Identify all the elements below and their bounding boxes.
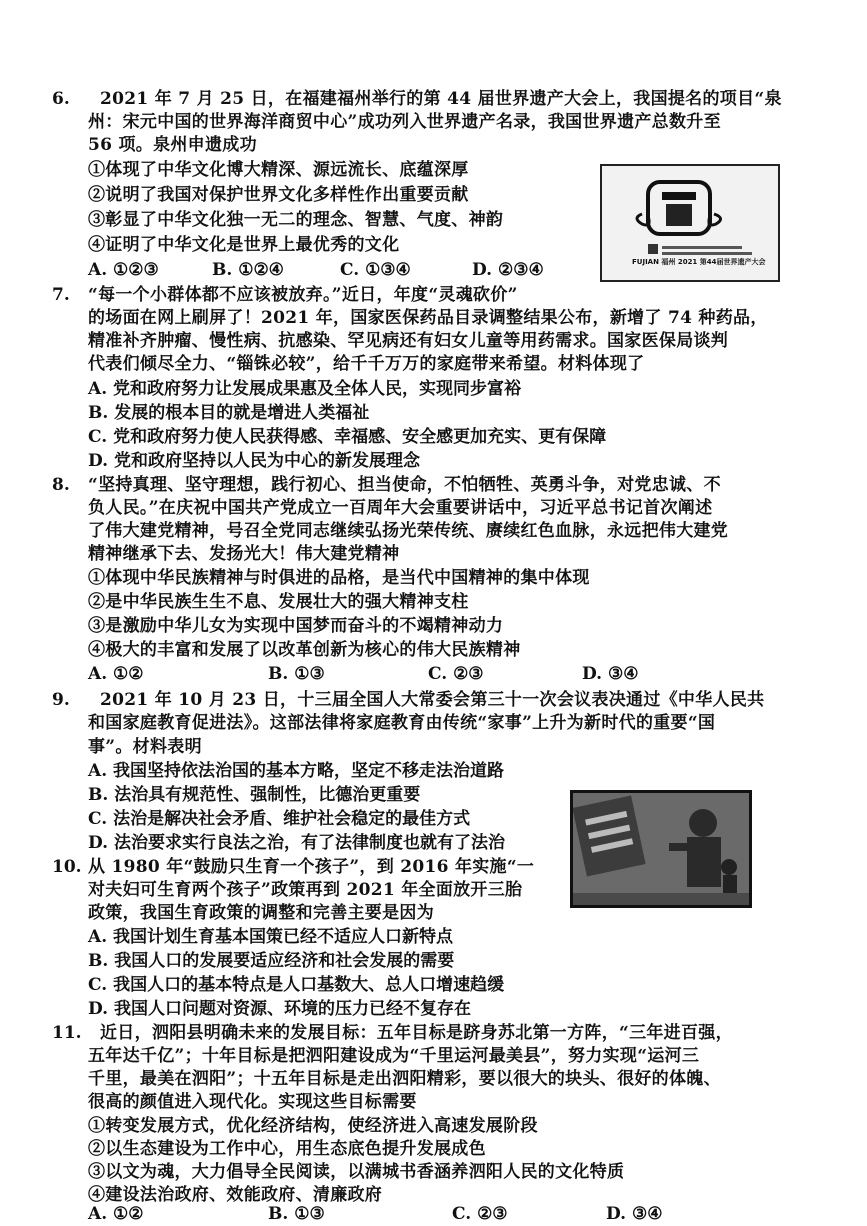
question-number: 9. <box>52 690 70 710</box>
statement: ①转变发展方式，优化经济结构，使经济进入高速发展阶段 <box>88 1116 538 1136</box>
question-stem-line: 精准补齐肿瘤、慢性病、抗感染、罕见病还有妇女儿童等用药需求。国家医保局谈判 <box>88 331 729 351</box>
option-d: D. ③④ <box>606 1204 663 1224</box>
statement: ④极大的丰富和发展了以改革创新为核心的伟大民族精神 <box>88 640 521 660</box>
option-a: A. ①②③ <box>88 260 159 280</box>
question-stem-line: 五年达千亿”；十年目标是把泗阳建设成为“千里运河最美县”，努力实现“运河三 <box>88 1046 700 1066</box>
question-number: 8. <box>52 475 70 495</box>
option-a: A. ①② <box>88 664 144 684</box>
option-c: C. ②③ <box>428 664 484 684</box>
option-d: D. 法治要求实行良法之治，有了法律制度也就有了法治 <box>88 833 505 853</box>
statement: ④建设法治政府、效能政府、清廉政府 <box>88 1185 383 1205</box>
question-number: 11. <box>52 1023 82 1043</box>
option-c: C. 党和政府努力使人民获得感、幸福感、安全感更加充实、更有保障 <box>88 427 607 447</box>
question-stem-line: 代表们倾尽全力、“锱铢必较”，给千千万万的家庭带来希望。材料体现了 <box>88 354 645 374</box>
option-d: D. ②③④ <box>472 260 544 280</box>
question-stem-line: 2021 年 7 月 25 日，在福建福州举行的第 44 届世界遗产大会上，我国提名的项目“泉 <box>100 89 782 109</box>
option-c: C. 法治是解决社会矛盾、维护社会稳定的最佳方式 <box>88 809 471 829</box>
world-heritage-logo-image <box>600 164 780 282</box>
option-a: A. 我国坚持依法治国的基本方略，坚定不移走法治道路 <box>88 761 505 781</box>
question-stem-line: 州：宋元中国的世界海洋商贸中心”成功列入世界遗产名录，我国世界遗产总数升至 <box>88 112 721 132</box>
logo-caption: FUJIAN 福州 2021 第44届世界遗产大会 <box>632 258 766 266</box>
statement: ②说明了我国对保护世界文化多样性作出重要贡献 <box>88 185 469 205</box>
option-d: D. 我国人口问题对资源、环境的压力已经不复存在 <box>88 999 471 1019</box>
statement: ④证明了中华文化是世界上最优秀的文化 <box>88 235 400 255</box>
question-stem-line: 政策，我国生育政策的调整和完善主要是因为 <box>88 903 434 923</box>
question-stem-line: 很高的颜值进入现代化。实现这些目标需要 <box>88 1092 417 1112</box>
option-d: D. 党和政府坚持以人民为中心的新发展理念 <box>88 451 420 471</box>
option-a: A. 党和政府努力让发展成果惠及全体人民，实现同步富裕 <box>88 379 522 399</box>
question-stem-line: 负人民。”在庆祝中国共产党成立一百周年大会重要讲话中，习近平总书记首次阐述 <box>88 498 713 518</box>
option-a: A. ①② <box>88 1204 144 1224</box>
question-stem-line: 从 1980 年“鼓励只生育一个孩子”，到 2016 年实施“一 <box>88 857 535 877</box>
question-stem-line: 千里，最美在泗阳”；十五年目标是走出泗阳精彩，要以很大的块头、很好的体魄、 <box>88 1069 721 1089</box>
statement: ③彰显了中华文化独一无二的理念、智慧、气度、神韵 <box>88 210 504 230</box>
option-b: B. ①③ <box>268 1204 325 1224</box>
question-stem-line: 的场面在网上刷屏了！2021 年，国家医保药品目录调整结果公布，新增了 74 种药品， <box>88 308 768 328</box>
statement: ②以生态建设为工作中心，用生态底色提升发展成色 <box>88 1139 486 1159</box>
question-stem-line: 对夫妇可生育两个孩子”政策再到 2021 年全面放开三胎 <box>88 880 523 900</box>
question-stem-line: 近日，泗阳县明确未来的发展目标：五年目标是跻身苏北第一方阵，“三年进百强， <box>100 1023 733 1043</box>
option-d: D. ③④ <box>582 664 639 684</box>
statement: ①体现中华民族精神与时俱进的品格，是当代中国精神的集中体现 <box>88 568 590 588</box>
question-stem-line: 2021 年 10 月 23 日，十三届全国人大常委会第三十一次会议表决通过《中华人民共 <box>100 690 765 710</box>
option-b: B. 法治具有规范性、强制性，比德治更重要 <box>88 785 421 805</box>
question-stem-line: 56 项。泉州申遗成功 <box>88 135 257 155</box>
statement: ③是激励中华儿女为实现中国梦而奋斗的不竭精神动力 <box>88 616 504 636</box>
option-c: C. ②③ <box>452 1204 508 1224</box>
statement: ①体现了中华文化博大精深、源远流长、底蕴深厚 <box>88 160 469 180</box>
question-stem-line: 事”。材料表明 <box>88 737 202 757</box>
question-stem-line: “每一个小群体都不应该被放弃。”近日，年度“灵魂砍价” <box>88 285 518 305</box>
illustration-icon <box>573 793 749 905</box>
question-number: 10. <box>52 857 82 877</box>
question-number: 7. <box>52 285 70 305</box>
option-b: B. 我国人口的发展要适应经济和社会发展的需要 <box>88 951 455 971</box>
question-stem-line: “坚持真理、坚守理想，践行初心、担当使命，不怕牺牲、英勇斗争，对党忠诚、不 <box>88 475 721 495</box>
option-b: B. ①③ <box>268 664 325 684</box>
question-number: 6. <box>52 89 70 109</box>
question-stem-line: 精神继承下去、发扬光大！伟大建党精神 <box>88 544 400 564</box>
option-a: A. 我国计划生育基本国策已经不适应人口新特点 <box>88 927 454 947</box>
option-c: C. ①③④ <box>340 260 411 280</box>
statement: ②是中华民族生生不息、发展壮大的强大精神支柱 <box>88 592 469 612</box>
question-stem-line: 了伟大建党精神，号召全党同志继续弘扬光荣传统、赓续红色血脉，永远把伟大建党 <box>88 521 729 541</box>
option-b: B. 发展的根本目的就是增进人类福祉 <box>88 403 370 423</box>
option-c: C. 我国人口的基本特点是人口基数大、总人口增速趋缓 <box>88 975 505 995</box>
option-b: B. ①②④ <box>212 260 284 280</box>
statement: ③以文为魂，大力倡导全民阅读，以满城书香涵养泗阳人民的文化特质 <box>88 1162 625 1182</box>
question-stem-line: 和国家庭教育促进法》。这部法律将家庭教育由传统“家事”上升为新时代的重要“国 <box>88 713 716 733</box>
family-planning-illustration <box>570 790 752 908</box>
